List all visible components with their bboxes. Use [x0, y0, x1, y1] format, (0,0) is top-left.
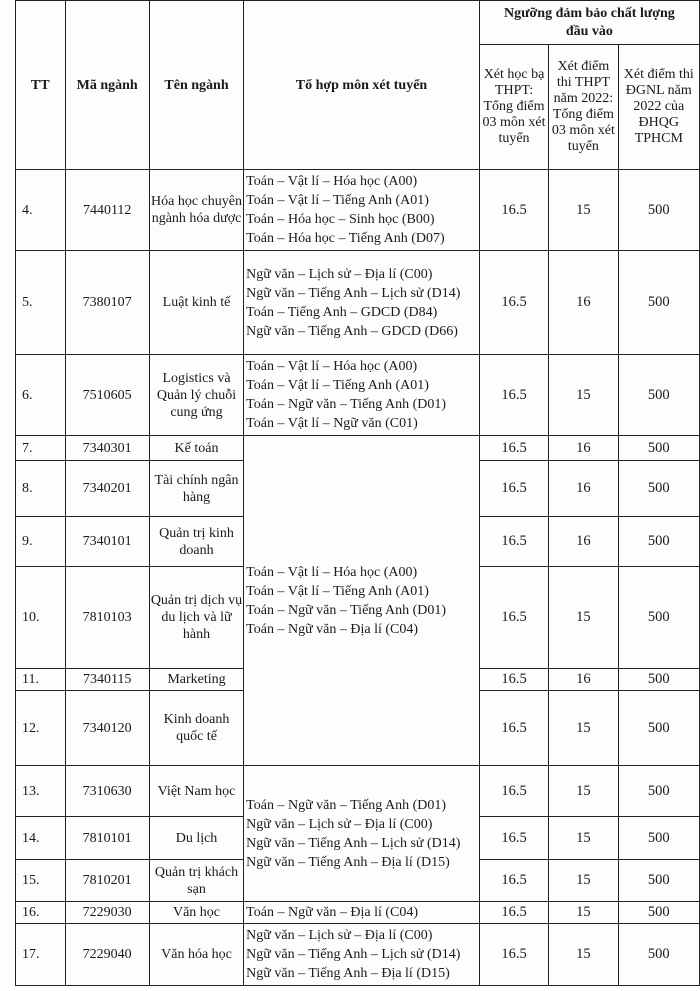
row-dgnl: 500: [618, 251, 699, 355]
row-thi-thpt: 15: [549, 170, 618, 251]
row-ten-nganh: Quản trị dịch vụ du lịch và lữ hành: [149, 567, 243, 669]
row-ten-nganh: Luật kinh tế: [149, 251, 243, 355]
row-dgnl: 500: [618, 924, 699, 986]
row-dgnl: 500: [618, 517, 699, 567]
row-ma-nganh: 7340101: [65, 517, 149, 567]
table-row: [16, 251, 700, 355]
row-tt: 4.: [16, 170, 66, 251]
table-row: [16, 355, 700, 436]
row-tt: 7.: [16, 436, 66, 461]
row-hoc-ba: 16.5: [479, 170, 548, 251]
row-dgnl: 500: [618, 567, 699, 669]
row-ma-nganh: 7440112: [65, 170, 149, 251]
combo-line: Ngữ văn – Lịch sử – Địa lí (C00): [246, 816, 433, 832]
row-ten-nganh: Marketing: [149, 669, 243, 691]
row-ten-nganh: Văn hóa học: [149, 924, 243, 986]
row-hoc-ba: 16.5: [479, 691, 548, 766]
combo-line: Ngữ văn – Tiếng Anh – GDCD (D66): [246, 323, 458, 339]
row-tt: 17.: [16, 924, 66, 986]
table-row: [16, 766, 700, 817]
table-row: [16, 436, 700, 461]
row-thi-thpt: 15: [549, 860, 618, 902]
row-thi-thpt: 15: [549, 691, 618, 766]
combo-line: Toán – Ngữ văn – Tiếng Anh (D01): [246, 397, 447, 412]
row-ma-nganh: 7340301: [65, 436, 149, 461]
row-thi-thpt: 15: [549, 817, 618, 860]
row-ma-nganh: 7810103: [65, 567, 149, 669]
combo-line: Ngữ văn – Tiếng Anh – Lịch sử (D14): [246, 947, 461, 962]
row-ma-nganh: 7229030: [65, 902, 149, 924]
row-dgnl: 500: [618, 436, 699, 461]
combo-line: Toán – Hóa học – Sinh học (B00): [246, 212, 435, 227]
combo-line: Ngữ văn – Tiếng Anh – Lịch sử (D14): [246, 285, 461, 301]
table-row: [16, 902, 700, 924]
combo-line: Toán – Tiếng Anh – GDCD (D84): [246, 304, 438, 320]
row-tt: 16.: [16, 902, 66, 924]
row-thi-thpt: 15: [549, 902, 618, 924]
combo-line: Toán – Vật lí – Tiếng Anh (A01): [246, 193, 429, 208]
row-hoc-ba: 16.5: [479, 902, 548, 924]
row-ten-nganh: Tài chính ngân hàng: [149, 461, 243, 517]
row-ma-nganh: 7510605: [65, 355, 149, 436]
row-combos: [244, 170, 480, 251]
row-ten-nganh: Quản trị khách sạn: [149, 860, 243, 902]
header-nguong: Ngưỡng đảm bảo chất lượng đầu vào: [479, 1, 699, 45]
header-ma-nganh: Mã ngành: [65, 1, 149, 170]
row-thi-thpt: 16: [549, 669, 618, 691]
header-row-1: [16, 1, 700, 45]
combo-line: Toán – Hóa học – Tiếng Anh (D07): [246, 231, 445, 246]
row-thi-thpt: 16: [549, 251, 618, 355]
row-combos: [244, 902, 480, 924]
row-thi-thpt: 15: [549, 924, 618, 986]
row-thi-thpt: 16: [549, 461, 618, 517]
row-hoc-ba: 16.5: [479, 251, 548, 355]
row-ten-nganh: Du lịch: [149, 817, 243, 860]
header-dgnl: Xét điểm thi ĐGNL năm 2022 của ĐHQG TPHCM: [618, 45, 699, 170]
row-thi-thpt: 15: [549, 766, 618, 817]
row-ma-nganh: 7229040: [65, 924, 149, 986]
row-combos: [244, 251, 480, 355]
combo-line: Toán – Ngữ văn – Tiếng Anh (D01): [246, 602, 447, 618]
combo-line: Ngữ văn – Tiếng Anh – Địa lí (D15): [246, 966, 450, 981]
combo-line: Toán – Vật lí – Hóa học (A00): [246, 359, 418, 374]
header-thi-thpt: Xét điểm thi THPT năm 2022: Tổng điểm 03 môn xét tuyển: [549, 45, 618, 170]
row-ten-nganh: Kế toán: [149, 436, 243, 461]
row-combos: [244, 355, 480, 436]
row-dgnl: 500: [618, 355, 699, 436]
row-tt: 6.: [16, 355, 66, 436]
row-dgnl: 500: [618, 170, 699, 251]
row-hoc-ba: 16.5: [479, 461, 548, 517]
row-tt: 15.: [16, 860, 66, 902]
combo-line: Ngữ văn – Lịch sử – Địa lí (C00): [246, 928, 433, 943]
row-hoc-ba: 16.5: [479, 567, 548, 669]
combo-line: Toán – Vật lí – Tiếng Anh (A01): [246, 378, 429, 393]
row-dgnl: 500: [618, 691, 699, 766]
row-hoc-ba: 16.5: [479, 355, 548, 436]
row-ma-nganh: 7810201: [65, 860, 149, 902]
row-combos: [244, 924, 480, 986]
admission-table: [15, 0, 700, 986]
combo-line: Toán – Ngữ văn – Địa lí (C04): [246, 905, 419, 920]
row-hoc-ba: 16.5: [479, 436, 548, 461]
row-ten-nganh: Quản trị kinh doanh: [149, 517, 243, 567]
header-to-hop: Tổ hợp môn xét tuyển: [244, 1, 480, 170]
row-ma-nganh: 7380107: [65, 251, 149, 355]
row-dgnl: 500: [618, 860, 699, 902]
row-ma-nganh: 7310630: [65, 766, 149, 817]
row-hoc-ba: 16.5: [479, 860, 548, 902]
row-ten-nganh: Logistics và Quản lý chuỗi cung ứng: [149, 355, 243, 436]
row-thi-thpt: 16: [549, 517, 618, 567]
row-thi-thpt: 16: [549, 436, 618, 461]
row-tt: 5.: [16, 251, 66, 355]
row-dgnl: 500: [618, 461, 699, 517]
row-ten-nganh: Kinh doanh quốc tế: [149, 691, 243, 766]
row-hoc-ba: 16.5: [479, 517, 548, 567]
combo-line: Ngữ văn – Lịch sử – Địa lí (C00): [246, 266, 433, 282]
row-hoc-ba: 16.5: [479, 669, 548, 691]
combo-line: Ngữ văn – Tiếng Anh – Địa lí (D15): [246, 854, 450, 870]
row-tt: 14.: [16, 817, 66, 860]
row-tt: 10.: [16, 567, 66, 669]
row-dgnl: 500: [618, 669, 699, 691]
row-ma-nganh: 7340115: [65, 669, 149, 691]
row-ten-nganh: Văn học: [149, 902, 243, 924]
row-ten-nganh: Việt Nam học: [149, 766, 243, 817]
row-ten-nganh: Hóa học chuyên ngành hóa dược: [149, 170, 243, 251]
row-thi-thpt: 15: [549, 355, 618, 436]
row-tt: 12.: [16, 691, 66, 766]
row-ma-nganh: 7340201: [65, 461, 149, 517]
combo-line: Toán – Ngữ văn – Địa lí (C04): [246, 621, 419, 637]
row-combos: [244, 766, 480, 902]
combo-line: Toán – Vật lí – Hóa học (A00): [246, 174, 418, 189]
table-row: [16, 924, 700, 986]
row-hoc-ba: 16.5: [479, 817, 548, 860]
header-tt: TT: [16, 1, 66, 170]
row-dgnl: 500: [618, 817, 699, 860]
row-hoc-ba: 16.5: [479, 924, 548, 986]
row-hoc-ba: 16.5: [479, 766, 548, 817]
row-combos: [244, 436, 480, 766]
row-tt: 8.: [16, 461, 66, 517]
row-tt: 13.: [16, 766, 66, 817]
combo-line: Ngữ văn – Tiếng Anh – Lịch sử (D14): [246, 835, 461, 851]
row-dgnl: 500: [618, 902, 699, 924]
header-hoc-ba: Xét học bạ THPT: Tổng điểm 03 môn xét tuyển: [479, 45, 548, 170]
row-tt: 11.: [16, 669, 66, 691]
row-ma-nganh: 7810101: [65, 817, 149, 860]
combo-line: Toán – Vật lí – Tiếng Anh (A01): [246, 583, 429, 599]
row-dgnl: 500: [618, 766, 699, 817]
combo-line: Toán – Vật lí – Hóa học (A00): [246, 564, 418, 580]
row-ma-nganh: 7340120: [65, 691, 149, 766]
header-ten-nganh: Tên ngành: [149, 1, 243, 170]
combo-line: Toán – Vật lí – Ngữ văn (C01): [246, 416, 418, 431]
row-tt: 9.: [16, 517, 66, 567]
row-thi-thpt: 15: [549, 567, 618, 669]
table-row: [16, 170, 700, 251]
combo-line: Toán – Ngữ văn – Tiếng Anh (D01): [246, 797, 447, 813]
